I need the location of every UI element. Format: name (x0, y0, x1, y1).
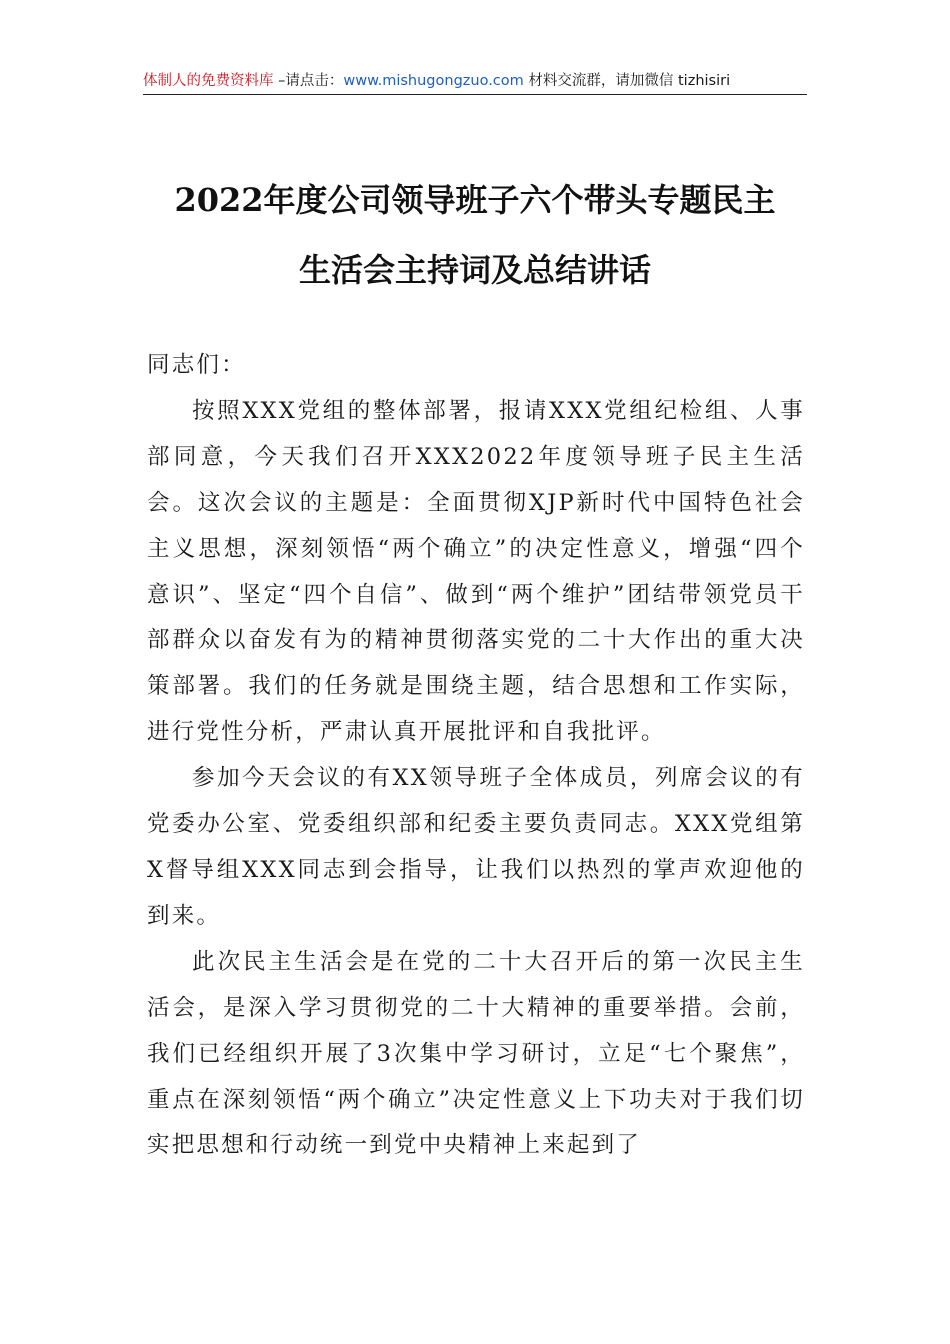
header-divider (143, 94, 807, 95)
paragraph: 此次民主生活会是在党的二十大召开后的第一次民主生活会，是深入学习贯彻党的二十大精神的重要举措。会前，我们已经组织开展了3次集中学习研讨，立足“七个聚焦”，重点在深刻领悟“两个确立”决定性意义上下功夫对于我们切实把思想和行动统一到党中央精神上来起到了 (147, 948, 805, 1159)
document-body (147, 343, 805, 1169)
page-header (143, 68, 807, 94)
header-tail: 材料交流群，请加微信 tizhisiri (523, 73, 731, 89)
document-title-line-1: 2022年度公司领导班子六个带头专题民主 (174, 181, 776, 219)
header-separator: –请点击： (273, 73, 344, 89)
document-title-line-2: 生活会主持词及总结讲话 (298, 251, 651, 289)
paragraph: 参加今天会议的有XX领导班子全体成员，列席会议的有党委办公室、党委组织部和纪委主要负责同志。XXX党组第X督导组XXX同志到会指导，让我们以热烈的掌声欢迎他的到来。 (147, 765, 805, 929)
header-link[interactable]: www.mishugongzuo.com (343, 73, 524, 89)
header-brand: 体制人的免费资料库 (143, 73, 274, 89)
salutation: 同志们： (147, 352, 246, 378)
paragraph: 按照XXX党组的整体部署，报请XXX党组纪检组、人事部同意，今天我们召开XXX2022年度领导班子民主生活会。这次会议的主题是：全面贯彻XJP新时代中国特色社会主义思想，深刻领悟“两个确立”的决定性意义，增强“四个意识”、坚定“四个自信”、做到“两个维护”团结带领党员干部群众以奋发有为的精神贯彻落实党的二十大作出的重大决策部署。我们的任务就是围绕主题，结合思想和工作实际，进行党性分析，严肃认真开展批评和自我批评。 (147, 397, 805, 746)
